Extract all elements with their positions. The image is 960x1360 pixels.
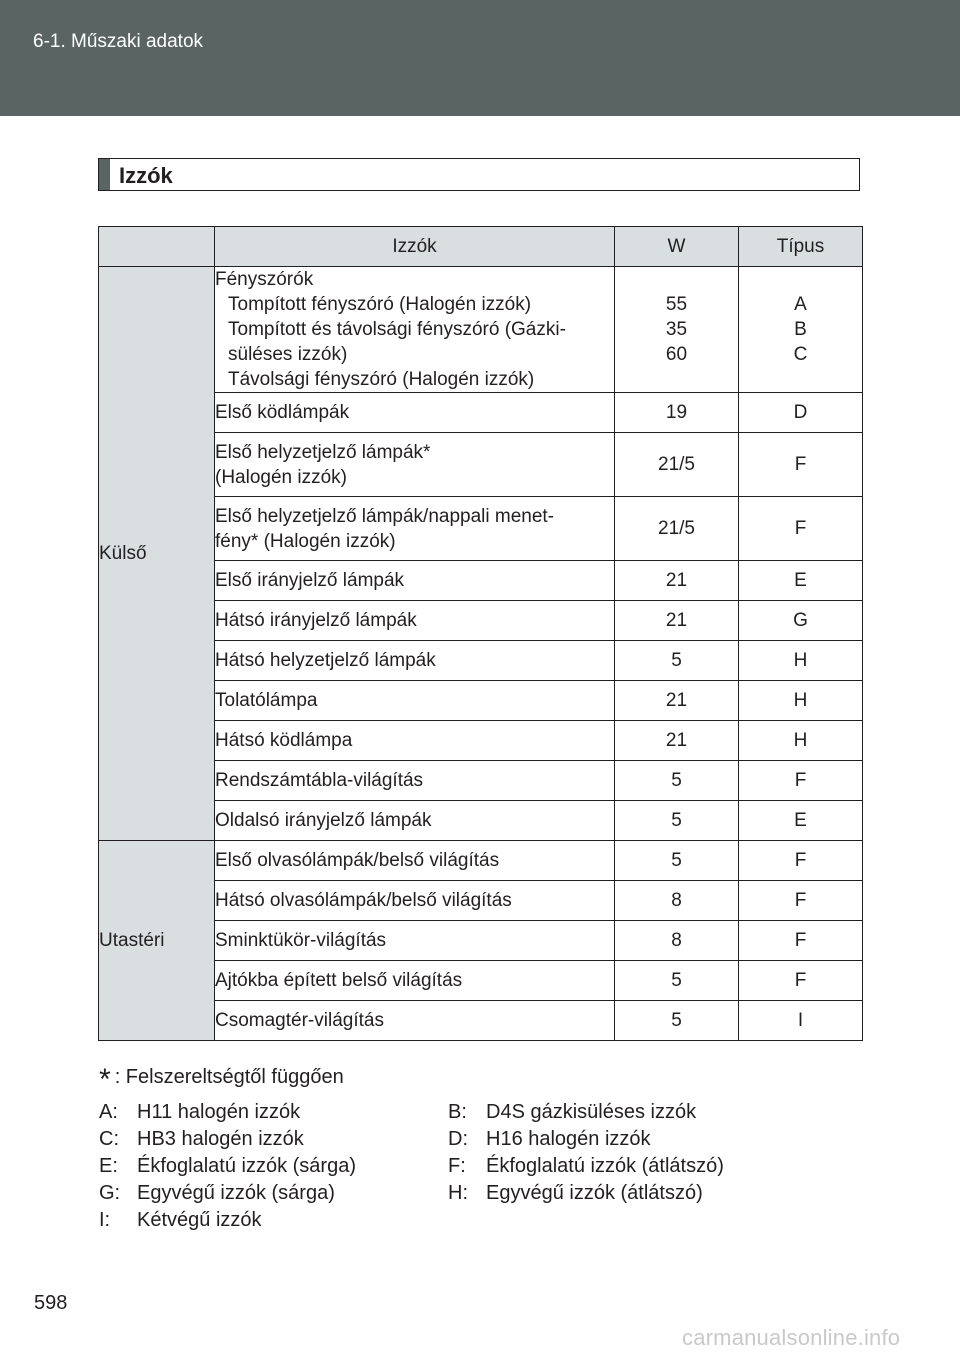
bulb-watts: 5 [615, 1001, 739, 1041]
bulb-watts: 5 [615, 841, 739, 881]
footnote-symbol: * [99, 1063, 111, 1096]
bulb-watts: 5 [615, 641, 739, 681]
legend-item [99, 1209, 262, 1232]
bulb-watts: 21/5 [615, 497, 739, 561]
legend-item [448, 1182, 703, 1205]
bulb-name [215, 433, 615, 497]
legend-key: A: [99, 1101, 118, 1123]
bulb-name-line: Első helyzetjelző lámpák/nappali menet- [215, 505, 555, 527]
legend-item [99, 1101, 300, 1124]
legend-key: B: [448, 1101, 467, 1123]
bulb-watts [615, 267, 739, 393]
bulb-type: F [739, 921, 863, 961]
bulb-name-line: süléses izzók) [228, 344, 348, 365]
bulb-name: Tolatólámpa [215, 681, 615, 721]
bulb-type: H [739, 721, 863, 761]
legend-text: Ékfoglalatú izzók (átlátszó) [486, 1155, 724, 1177]
bulb-name: Hátsó olvasólámpák/belső világítás [215, 881, 615, 921]
legend-key: D: [448, 1128, 468, 1150]
bulb-name [215, 267, 615, 393]
legend-item [448, 1128, 651, 1151]
bulb-type [739, 267, 863, 393]
bulb-name: Ajtókba épített belső világítás [215, 961, 615, 1001]
legend-item [99, 1128, 304, 1151]
section-title: Izzók [119, 163, 173, 188]
section-title-box [98, 158, 860, 191]
bulb-type-legend [99, 1101, 819, 1236]
bulb-watts: 5 [615, 761, 739, 801]
legend-key: H: [448, 1182, 468, 1204]
category-exterior: Külső [99, 267, 215, 841]
bulbs-table [98, 226, 863, 1041]
bulb-name: Oldalsó irányjelző lámpák [215, 801, 615, 841]
legend-key: G: [99, 1182, 121, 1204]
bulb-type: I [739, 1001, 863, 1041]
category-interior: Utastéri [99, 841, 215, 1041]
bulb-name: Első ködlámpák [215, 393, 615, 433]
bulb-watts: 5 [615, 961, 739, 1001]
bulb-watts: 8 [615, 881, 739, 921]
bulb-name: Rendszámtábla-világítás [215, 761, 615, 801]
bulb-name-line: Tompított fényszóró (Halogén izzók) [228, 294, 532, 315]
title-marker [99, 159, 110, 190]
legend-text: H16 halogén izzók [486, 1128, 651, 1150]
bulb-name: Első olvasólámpák/belső világítás [215, 841, 615, 881]
watt-value: 60 [665, 344, 688, 365]
bulb-watts: 21 [615, 561, 739, 601]
bulb-type: H [739, 681, 863, 721]
legend-text: Ékfoglalatú izzók (sárga) [137, 1155, 356, 1177]
legend-key: E: [99, 1155, 118, 1177]
bulb-name: Csomagtér-világítás [215, 1001, 615, 1041]
bulb-watts: 19 [615, 393, 739, 433]
bulb-type: E [739, 801, 863, 841]
bulb-type: F [739, 433, 863, 497]
header-cell-category [99, 227, 215, 267]
header-bar [0, 0, 960, 116]
bulb-name: Hátsó ködlámpa [215, 721, 615, 761]
legend-key: I: [99, 1209, 111, 1231]
legend-item [99, 1182, 335, 1205]
bulb-type: E [739, 561, 863, 601]
legend-key: F: [448, 1155, 466, 1177]
header-cell-watts: W [615, 227, 739, 267]
table-header-row [99, 227, 863, 267]
bulb-name: Hátsó helyzetjelző lámpák [215, 641, 615, 681]
legend-text: Kétvégű izzók [137, 1209, 262, 1231]
watt-value: 35 [665, 319, 688, 340]
bulb-watts: 8 [615, 921, 739, 961]
watermark: carmanualsonline.info [682, 1325, 901, 1350]
bulb-watts: 21/5 [615, 433, 739, 497]
bulb-name-line: Távolsági fényszóró (Halogén izzók) [228, 369, 535, 390]
bulb-watts: 21 [615, 721, 739, 761]
bulb-name-line: Fényszórók [215, 269, 314, 290]
type-value: C [793, 344, 808, 365]
header-cell-type: Típus [739, 227, 863, 267]
bulb-name [215, 497, 615, 561]
bulb-type: F [739, 497, 863, 561]
bulb-name: Sminktükör-világítás [215, 921, 615, 961]
table-row [99, 841, 863, 881]
legend-text: D4S gázkisüléses izzók [486, 1101, 697, 1123]
bulb-name-line: Első helyzetjelző lámpák* [215, 441, 431, 463]
bulb-type: D [739, 393, 863, 433]
bulb-type: F [739, 761, 863, 801]
footnote [99, 1063, 344, 1097]
bulb-type: F [739, 961, 863, 1001]
bulb-name-line: fény* (Halogén izzók) [215, 530, 396, 552]
type-value: B [794, 319, 807, 340]
bulb-type: F [739, 881, 863, 921]
legend-text: H11 halogén izzók [137, 1101, 301, 1123]
bulb-type: F [739, 841, 863, 881]
bulb-name: Hátsó irányjelző lámpák [215, 601, 615, 641]
bulb-name-line: Tompított és távolsági fényszóró (Gázki- [228, 319, 566, 340]
watt-value: 55 [665, 294, 688, 315]
bulb-watts: 5 [615, 801, 739, 841]
page-number: 598 [34, 1292, 68, 1314]
bulb-watts: 21 [615, 601, 739, 641]
legend-key: C: [99, 1128, 119, 1150]
bulb-name: Első irányjelző lámpák [215, 561, 615, 601]
bulb-name-line: (Halogén izzók) [215, 466, 347, 488]
section-label: 6-1. Műszaki adatok [33, 31, 204, 52]
legend-item [99, 1155, 356, 1178]
legend-text: Egyvégű izzók (átlátszó) [486, 1182, 703, 1204]
bulb-watts: 21 [615, 681, 739, 721]
legend-text: HB3 halogén izzók [137, 1128, 304, 1150]
bulb-type: H [739, 641, 863, 681]
bulb-type: G [739, 601, 863, 641]
table-row [99, 267, 863, 393]
header-cell-bulbs: Izzók [215, 227, 615, 267]
legend-item [448, 1155, 724, 1178]
footnote-text: : Felszereltségtől függően [114, 1066, 344, 1088]
type-value: A [794, 294, 807, 315]
legend-text: Egyvégű izzók (sárga) [137, 1182, 335, 1204]
legend-item [448, 1101, 696, 1124]
